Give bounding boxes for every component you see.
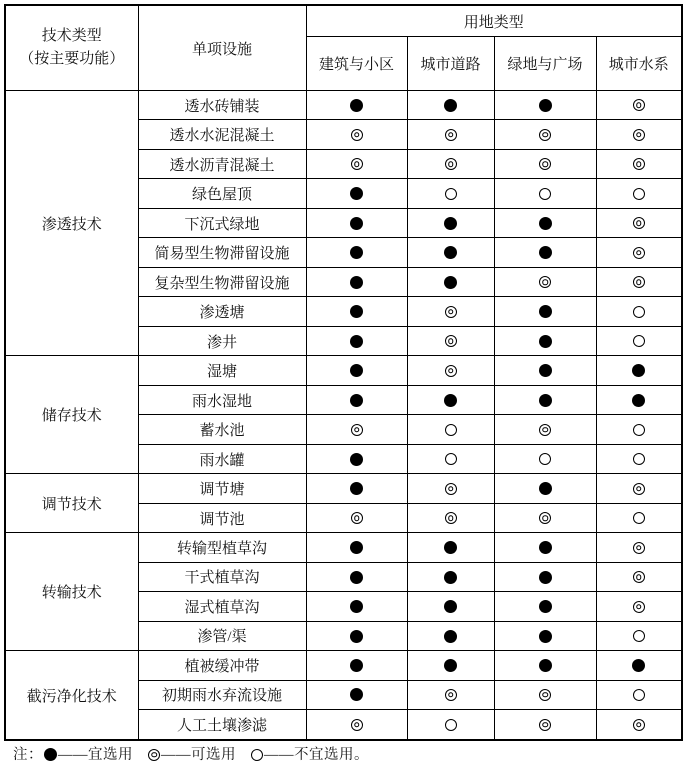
inner-circle xyxy=(448,515,454,521)
double-circle-icon xyxy=(539,719,551,731)
suitability-cell xyxy=(407,444,494,473)
suitability-cell xyxy=(306,680,407,709)
suitability-cell xyxy=(494,297,596,326)
inner-circle xyxy=(542,132,548,138)
suitability-cell xyxy=(306,503,407,532)
inner-circle xyxy=(542,427,548,433)
table-row xyxy=(5,356,682,385)
suitability-cell xyxy=(596,621,682,650)
facility-name-cell: 调节池 xyxy=(138,503,306,532)
suitability-cell xyxy=(494,503,596,532)
inner-circle xyxy=(354,722,360,728)
double-circle-icon xyxy=(633,129,645,141)
filled-circle-icon xyxy=(539,630,552,643)
open-circle-icon xyxy=(539,453,551,465)
open-circle-icon xyxy=(445,424,457,436)
lid-facility-land-use-table xyxy=(4,4,683,741)
table-row xyxy=(5,91,682,120)
inner-circle xyxy=(354,427,360,433)
inner-circle xyxy=(448,338,454,344)
suitability-cell xyxy=(494,120,596,149)
suitability-cell xyxy=(407,562,494,591)
suitability-cell xyxy=(494,592,596,621)
suitability-cell xyxy=(407,297,494,326)
facility-name-cell: 透水水泥混凝土 xyxy=(138,120,306,149)
suitability-cell xyxy=(596,680,682,709)
suitability-cell xyxy=(596,120,682,149)
double-circle-icon xyxy=(351,158,363,170)
col-header-facility: 单项设施 xyxy=(138,5,306,91)
suitability-cell xyxy=(407,474,494,503)
double-circle-icon xyxy=(445,306,457,318)
suitability-cell xyxy=(494,91,596,120)
open-circle-icon xyxy=(539,188,551,200)
tech-type-group-cell: 储存技术 xyxy=(5,356,138,474)
facility-name-cell: 干式植草沟 xyxy=(138,562,306,591)
filled-circle-icon xyxy=(350,571,363,584)
suitability-cell xyxy=(407,680,494,709)
inner-circle xyxy=(354,132,360,138)
suitability-cell xyxy=(494,356,596,385)
open-circle-icon xyxy=(445,719,457,731)
double-circle-icon xyxy=(633,719,645,731)
note-prefix: 注： xyxy=(13,747,43,763)
suitability-cell xyxy=(407,592,494,621)
suitability-cell xyxy=(306,149,407,178)
filled-circle-icon xyxy=(350,659,363,672)
suitability-cell xyxy=(407,208,494,237)
suitability-cell xyxy=(494,474,596,503)
table-row xyxy=(5,651,682,680)
facility-name-cell: 简易型生物滞留设施 xyxy=(138,238,306,267)
open-circle-icon xyxy=(633,335,645,347)
double-circle-icon xyxy=(633,571,645,583)
filled-circle-icon xyxy=(44,748,57,761)
filled-circle-icon xyxy=(444,276,457,289)
suitability-cell xyxy=(494,385,596,414)
suitability-cell xyxy=(494,208,596,237)
double-circle-icon xyxy=(633,217,645,229)
double-circle-icon xyxy=(633,483,645,495)
facility-name-cell: 人工土壤渗滤 xyxy=(138,710,306,740)
suitability-cell xyxy=(494,326,596,355)
filled-circle-icon xyxy=(350,453,363,466)
filled-circle-icon xyxy=(632,364,645,377)
suitability-cell xyxy=(306,179,407,208)
suitability-cell xyxy=(596,326,682,355)
inner-circle xyxy=(542,722,548,728)
double-circle-icon xyxy=(351,719,363,731)
legend-note xyxy=(13,743,383,764)
suitability-cell xyxy=(596,356,682,385)
filled-circle-icon xyxy=(350,630,363,643)
inner-circle xyxy=(636,103,642,109)
inner-circle xyxy=(448,162,454,168)
suitability-cell xyxy=(306,533,407,562)
suitability-cell xyxy=(407,238,494,267)
suitability-cell xyxy=(494,444,596,473)
double-circle-icon xyxy=(633,601,645,613)
double-circle-icon xyxy=(539,158,551,170)
facility-name-cell: 渗透塘 xyxy=(138,297,306,326)
suitability-cell xyxy=(494,267,596,296)
table-row xyxy=(5,474,682,503)
facility-name-cell: 复杂型生物滞留设施 xyxy=(138,267,306,296)
double-circle-icon xyxy=(445,365,457,377)
inner-circle xyxy=(636,545,642,551)
inner-circle xyxy=(542,162,548,168)
double-circle-icon xyxy=(351,512,363,524)
facility-name-cell: 绿色屋顶 xyxy=(138,179,306,208)
double-circle-icon xyxy=(351,424,363,436)
filled-circle-icon xyxy=(350,246,363,259)
open-circle-icon xyxy=(633,306,645,318)
double-circle-icon xyxy=(445,512,457,524)
legend-item xyxy=(147,747,236,763)
inner-circle xyxy=(448,368,454,374)
filled-circle-icon xyxy=(350,541,363,554)
double-circle-icon xyxy=(445,158,457,170)
legend-item xyxy=(43,747,133,763)
filled-circle-icon xyxy=(632,659,645,672)
filled-circle-icon xyxy=(350,482,363,495)
double-circle-icon xyxy=(445,335,457,347)
legend-item-label: ——可选用 xyxy=(161,747,236,763)
suitability-cell xyxy=(306,297,407,326)
facility-name-cell: 植被缓冲带 xyxy=(138,651,306,680)
open-circle-icon xyxy=(633,453,645,465)
suitability-cell xyxy=(306,326,407,355)
suitability-cell xyxy=(306,356,407,385)
filled-circle-icon xyxy=(539,99,552,112)
facility-name-cell: 蓄水池 xyxy=(138,415,306,444)
filled-circle-icon xyxy=(350,364,363,377)
filled-circle-icon xyxy=(539,659,552,672)
suitability-cell xyxy=(306,267,407,296)
suitability-cell xyxy=(494,680,596,709)
tech-type-group-cell: 调节技术 xyxy=(5,474,138,533)
filled-circle-icon xyxy=(632,394,645,407)
filled-circle-icon xyxy=(539,541,552,554)
open-circle-icon xyxy=(633,630,645,642)
suitability-cell xyxy=(306,621,407,650)
col-header-land-use-type: 绿地与广场 xyxy=(494,37,596,91)
legend-item-label: ——不宜选用。 xyxy=(264,747,369,763)
suitability-cell xyxy=(596,267,682,296)
suitability-cell xyxy=(407,415,494,444)
suitability-cell xyxy=(306,385,407,414)
suitability-cell xyxy=(407,710,494,740)
filled-circle-icon xyxy=(444,217,457,230)
facility-name-cell: 转输型植草沟 xyxy=(138,533,306,562)
header-row-1 xyxy=(5,5,682,37)
filled-circle-icon xyxy=(350,305,363,318)
suitability-cell xyxy=(306,444,407,473)
tech-type-title-line1: 技术类型 xyxy=(41,27,102,44)
inner-circle xyxy=(636,132,642,138)
double-circle-icon xyxy=(351,129,363,141)
suitability-cell xyxy=(596,179,682,208)
filled-circle-icon xyxy=(444,394,457,407)
col-header-land-use-type: 建筑与小区 xyxy=(306,37,407,91)
filled-circle-icon xyxy=(350,276,363,289)
open-circle-icon xyxy=(251,749,263,761)
open-circle-icon xyxy=(445,188,457,200)
suitability-cell xyxy=(407,651,494,680)
suitability-cell xyxy=(494,238,596,267)
filled-circle-icon xyxy=(444,659,457,672)
filled-circle-icon xyxy=(350,99,363,112)
suitability-cell xyxy=(596,651,682,680)
suitability-cell xyxy=(596,710,682,740)
tech-type-group-cell: 截污净化技术 xyxy=(5,651,138,740)
legend-item xyxy=(250,747,369,763)
filled-circle-icon xyxy=(350,688,363,701)
filled-circle-icon xyxy=(539,364,552,377)
filled-circle-icon xyxy=(444,541,457,554)
double-circle-icon xyxy=(539,276,551,288)
suitability-cell xyxy=(407,326,494,355)
suitability-cell xyxy=(306,710,407,740)
suitability-cell xyxy=(494,562,596,591)
suitability-cell xyxy=(306,120,407,149)
suitability-cell xyxy=(596,385,682,414)
inner-circle xyxy=(636,604,642,610)
facility-name-cell: 透水砖铺装 xyxy=(138,91,306,120)
suitability-cell xyxy=(596,208,682,237)
inner-circle xyxy=(448,486,454,492)
filled-circle-icon xyxy=(539,482,552,495)
double-circle-icon xyxy=(633,276,645,288)
facility-name-cell: 下沉式绿地 xyxy=(138,208,306,237)
suitability-cell xyxy=(306,474,407,503)
double-circle-icon xyxy=(539,424,551,436)
filled-circle-icon xyxy=(350,217,363,230)
suitability-cell xyxy=(596,91,682,120)
suitability-cell xyxy=(596,562,682,591)
suitability-cell xyxy=(596,592,682,621)
facility-name-cell: 渗管/渠 xyxy=(138,621,306,650)
suitability-cell xyxy=(407,533,494,562)
inner-circle xyxy=(542,279,548,285)
suitability-cell xyxy=(306,238,407,267)
double-circle-icon xyxy=(445,483,457,495)
double-circle-icon xyxy=(539,512,551,524)
suitability-cell xyxy=(596,415,682,444)
filled-circle-icon xyxy=(539,394,552,407)
filled-circle-icon xyxy=(539,571,552,584)
suitability-cell xyxy=(306,415,407,444)
inner-circle xyxy=(542,515,548,521)
inner-circle xyxy=(636,220,642,226)
suitability-cell xyxy=(306,562,407,591)
suitability-cell xyxy=(407,267,494,296)
filled-circle-icon xyxy=(350,187,363,200)
filled-circle-icon xyxy=(539,335,552,348)
filled-circle-icon xyxy=(350,394,363,407)
double-circle-icon xyxy=(633,99,645,111)
suitability-cell xyxy=(407,356,494,385)
suitability-cell xyxy=(596,297,682,326)
suitability-cell xyxy=(306,208,407,237)
facility-name-cell: 初期雨水弃流设施 xyxy=(138,680,306,709)
suitability-cell xyxy=(596,149,682,178)
facility-name-cell: 湿塘 xyxy=(138,356,306,385)
open-circle-icon xyxy=(633,689,645,701)
inner-circle xyxy=(448,309,454,315)
open-circle-icon xyxy=(633,188,645,200)
suitability-cell xyxy=(494,415,596,444)
legend-item-label: ——宜选用 xyxy=(58,747,133,763)
suitability-cell xyxy=(494,533,596,562)
inner-circle xyxy=(636,162,642,168)
double-circle-icon xyxy=(539,129,551,141)
suitability-cell xyxy=(407,149,494,178)
filled-circle-icon xyxy=(444,99,457,112)
suitability-cell xyxy=(494,710,596,740)
suitability-cell xyxy=(494,651,596,680)
suitability-cell xyxy=(407,385,494,414)
col-header-tech-type xyxy=(5,5,138,91)
double-circle-icon xyxy=(148,749,160,761)
filled-circle-icon xyxy=(444,246,457,259)
inner-circle xyxy=(636,722,642,728)
filled-circle-icon xyxy=(350,600,363,613)
suitability-cell xyxy=(596,533,682,562)
suitability-cell xyxy=(407,179,494,208)
open-circle-icon xyxy=(445,453,457,465)
facility-name-cell: 雨水罐 xyxy=(138,444,306,473)
suitability-cell xyxy=(306,651,407,680)
col-header-land-use-type: 城市道路 xyxy=(407,37,494,91)
facility-name-cell: 湿式植草沟 xyxy=(138,592,306,621)
inner-circle xyxy=(636,279,642,285)
suitability-cell xyxy=(494,621,596,650)
facility-name-cell: 透水沥青混凝土 xyxy=(138,149,306,178)
filled-circle-icon xyxy=(350,335,363,348)
inner-circle xyxy=(448,132,454,138)
tech-type-group-cell: 渗透技术 xyxy=(5,91,138,356)
double-circle-icon xyxy=(445,689,457,701)
inner-circle xyxy=(542,692,548,698)
suitability-cell xyxy=(306,91,407,120)
filled-circle-icon xyxy=(539,305,552,318)
tech-type-group-cell: 转输技术 xyxy=(5,533,138,651)
filled-circle-icon xyxy=(539,217,552,230)
table-row xyxy=(5,533,682,562)
inner-circle xyxy=(354,515,360,521)
suitability-cell xyxy=(407,91,494,120)
suitability-cell xyxy=(596,444,682,473)
double-circle-icon xyxy=(633,158,645,170)
tech-type-title-line2: （按主要功能） xyxy=(19,51,125,67)
suitability-cell xyxy=(407,120,494,149)
filled-circle-icon xyxy=(444,630,457,643)
inner-circle xyxy=(448,692,454,698)
suitability-cell xyxy=(596,474,682,503)
double-circle-icon xyxy=(633,542,645,554)
inner-circle xyxy=(636,486,642,492)
double-circle-icon xyxy=(633,247,645,259)
suitability-cell xyxy=(494,179,596,208)
suitability-cell xyxy=(306,592,407,621)
inner-circle xyxy=(354,162,360,168)
filled-circle-icon xyxy=(444,600,457,613)
double-circle-icon xyxy=(445,129,457,141)
facility-name-cell: 调节塘 xyxy=(138,474,306,503)
suitability-cell xyxy=(596,238,682,267)
suitability-cell xyxy=(494,149,596,178)
facility-name-cell: 渗井 xyxy=(138,326,306,355)
suitability-cell xyxy=(407,621,494,650)
filled-circle-icon xyxy=(539,246,552,259)
col-header-land-use-group: 用地类型 xyxy=(306,5,682,37)
filled-circle-icon xyxy=(444,571,457,584)
suitability-cell xyxy=(596,503,682,532)
double-circle-icon xyxy=(539,689,551,701)
facility-name-cell: 雨水湿地 xyxy=(138,385,306,414)
filled-circle-icon xyxy=(539,600,552,613)
inner-circle xyxy=(636,574,642,580)
inner-circle xyxy=(151,752,157,758)
open-circle-icon xyxy=(633,424,645,436)
inner-circle xyxy=(636,250,642,256)
col-header-land-use-type: 城市水系 xyxy=(596,37,682,91)
open-circle-icon xyxy=(633,512,645,524)
suitability-cell xyxy=(407,503,494,532)
